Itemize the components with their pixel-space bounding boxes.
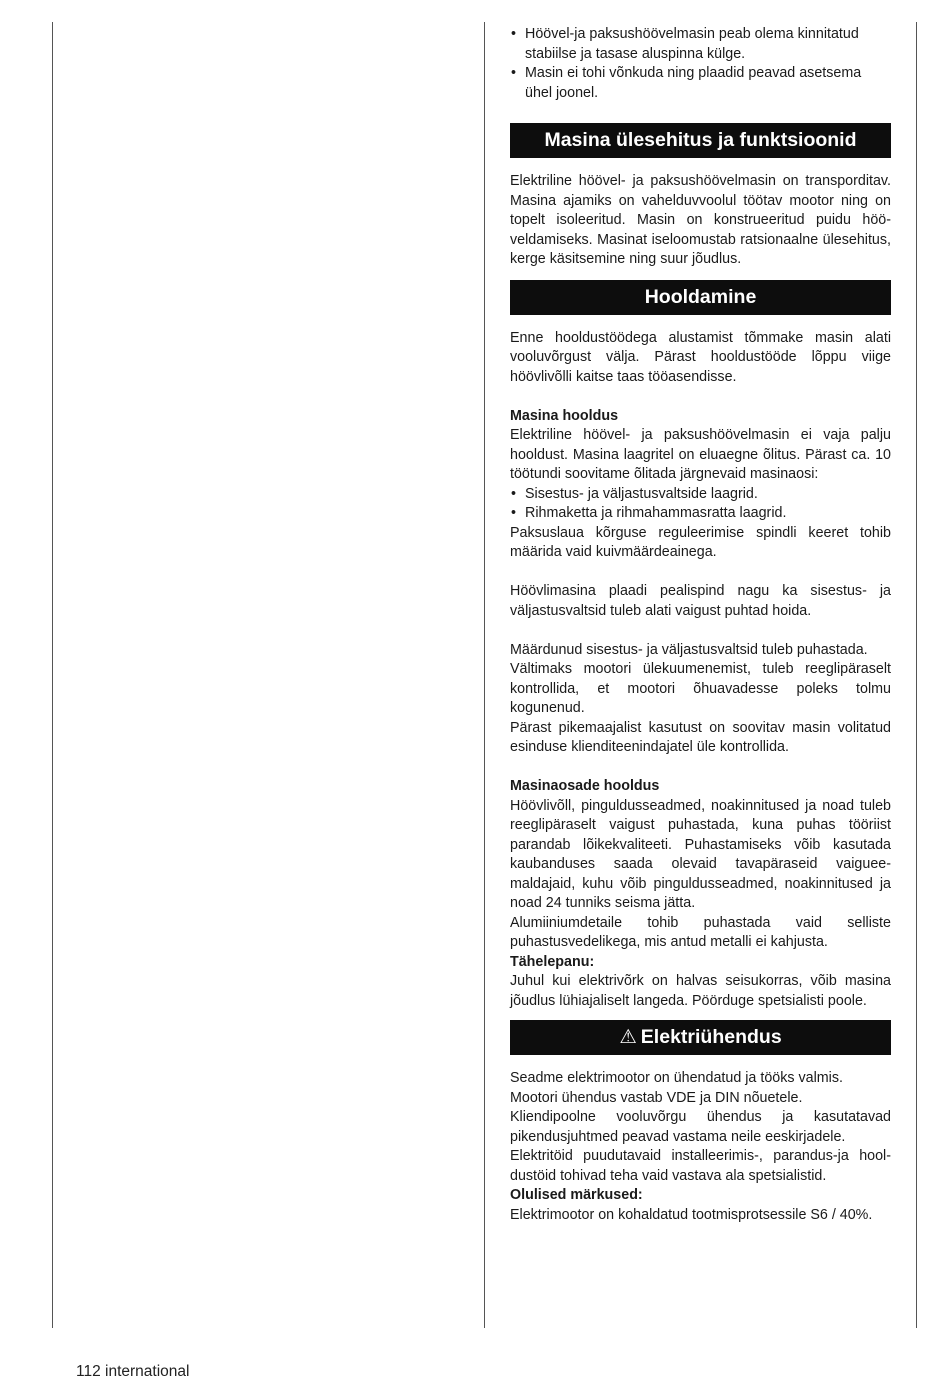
section-heading-maintenance: Hooldamine: [510, 280, 891, 315]
warning-triangle-icon: ⚠: [619, 1026, 637, 1048]
footer-label: international: [105, 1363, 190, 1380]
left-margin-rule: [52, 22, 53, 1328]
spindle-lubrication-text: Paksuslaua kõrguse reguleerimise spindli keeret tohib määrida vaid kuivmäärdeainega.: [510, 524, 891, 560]
table-cleaning-text: Höövlimasina plaadi pealispind nagu ka sisestus- ja väljastusvaltsid tuleb alati vaigust puhtad hoida.: [510, 583, 891, 619]
section-heading-structure: Masina ülesehitus ja funktsioonid: [510, 123, 891, 158]
aluminium-cleaning-text: Alumiiniumdetaile tohib puhastada vaid selliste puhastusvedelikega, mis antud metalli ei kahjusta.: [510, 914, 891, 950]
lubrication-bullet-2: • Rihmaketta ja rihmahammasratta laagrid.: [510, 504, 891, 524]
intro-bullet-list: [510, 25, 891, 103]
attention-label: Tähelepanu:: [510, 953, 595, 970]
page-number: 112: [76, 1363, 101, 1380]
column-divider-rule: [484, 22, 485, 1328]
text-column: [510, 25, 891, 1225]
right-margin-rule: [916, 22, 917, 1328]
roller-cleaning-text: Määrdunud sisestus- ja väljastusvaltsid tuleb puhastada.: [510, 641, 868, 658]
machine-maintenance-heading: Masina hooldus: [510, 407, 619, 424]
page-footer: [76, 1362, 189, 1382]
maintenance-intro: Enne hooldustöödega alustamist tõmmake masin alati vooluvõrgust välja. Pärast hooldustööde lõppu viige höövlivõlli kaitse taas tööasendisse.: [510, 329, 891, 385]
intro-bullet-1: • Höövel-ja paksushöövelmasin peab olema kinnitatud stabiilse ja tasase aluspinna külge.: [510, 25, 891, 64]
lubrication-bullet-1: • Sisestus- ja väljastusvaltside laagrid.: [510, 485, 891, 505]
electrical-line-2: Mootori ühendus vastab VDE ja DIN nõuetele.: [510, 1089, 803, 1106]
electrical-heading-label: Elektriühendus: [640, 1026, 782, 1048]
electrical-line-3: Kliendipoolne vooluvõrgu ühendus ja kasutatavad pikendusjuhtmed peavad vastama neile eeskirjadele.: [510, 1109, 891, 1145]
machine-maintenance-text: Elektriline höövel- ja paksushöövelmasin ei vaja palju hooldust. Masina laagritel on eluaegne õlitus. Pärast ca. 10 töötundi soovitame õlitada järgnevaid masinaosi:: [510, 427, 891, 482]
attention-text: Juhul kui elektrivõrk on halvas seisukorras, võib masina jõudlus lühiajaliselt langeda. Pöörduge spetsialisti poole.: [510, 973, 891, 1009]
parts-maintenance-text: Höövlivõll, pinguldusseadmed, noakinnitused ja noad tuleb reeglipäraselt vaigust puhastada, kuna puhas tööriist parandab lõikekvaliteeti. Puhastamiseks võib kasutada kaubanduses saada olevaid tavapäraseid vaigueemaldajaid, kuhu võib pinguldusseadmed, noakinnitused ja noad 24 tunniks seisma jätta.: [510, 797, 891, 911]
intro-bullet-2: • Masin ei tohi võnkuda ning plaadid peavad asetsema ühel joonel.: [510, 64, 891, 103]
electrical-line-4: Elektritöid puudutavaid installeerimis-, parandus-ja hooldustöid tohivad teha vaid vastava ala spetsialistid.: [510, 1148, 891, 1184]
parts-maintenance-heading: Masinaosade hooldus: [510, 778, 660, 794]
section-heading-electrical: [510, 1020, 891, 1055]
motor-overheat-text: Vältimaks mootori ülekuumenemist, tuleb reeglipäraselt kontrollida, et mootori õhuavadesse poleks tolmu kogunenud.: [510, 661, 891, 716]
important-notes-text: Elektrimootor on kohaldatud tootmisprotsessile S6 / 40%.: [510, 1206, 873, 1223]
structure-paragraph: Elektriline höövel- ja paksushöövelmasin on transporditav. Masina ajamiks on vahelduvvoolul töötav mootor ning on topelt isoleeritud. Masin on konstrueeritud puidu hööveldamiseks. Masinat iseloomustab ratsionaalne ülesehitus, kerge käsitsemine ning suur jõudlus.: [510, 173, 891, 267]
important-notes-label: Olulised märkused:: [510, 1187, 643, 1203]
electrical-line-1: Seadme elektrimootor on ühendatud ja tööks valmis.: [510, 1070, 843, 1086]
lubrication-bullet-list: [510, 485, 891, 524]
service-check-text: Pärast pikemaajalist kasutust on soovitav masin volitatud esinduse klienditeenindajatel üle kontrollida.: [510, 719, 891, 755]
